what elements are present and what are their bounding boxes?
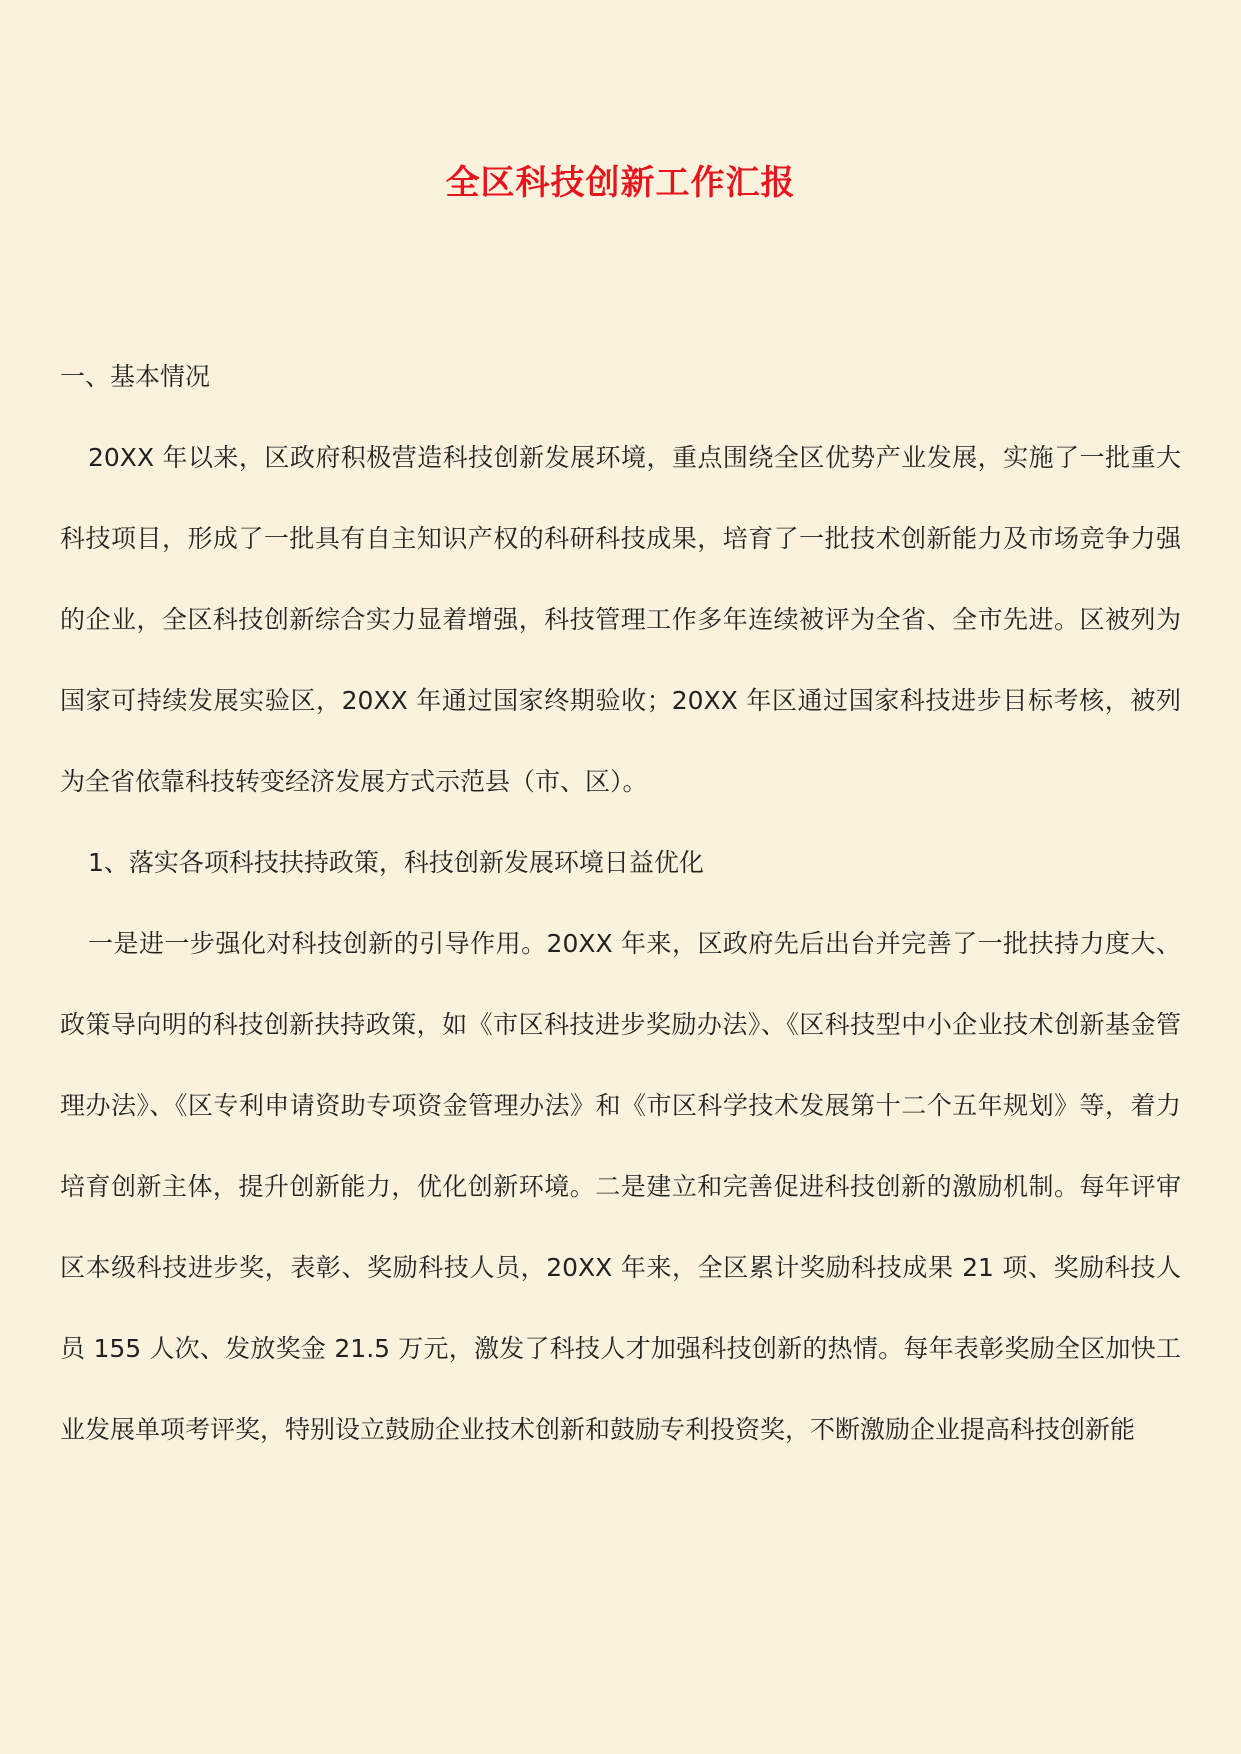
subheading: 1、落实各项科技扶持政策，科技创新发展环境日益优化 [88,848,704,877]
paragraph-policy: 一是进一步强化对科技创新的引导作用。20XX 年来，区政府先后出台并完善了一批扶持力度大、政策导向明的科技创新扶持政策，如《市区科技进步奖励办法》、《区科技型中小企业技术创新基金管理办法》、《区专利申请资助专项资金管理办法》和《市区科学技术发展第十二个五年规划》等，着力培育创新主体，提升创新能力，优化创新环境。二是建立和完善促进科技创新的激励机制。每年评审区本级科技进步奖，表彰、奖励科技人员，20XX 年来，全区累计奖励科技成果 21 项、奖励科技人员 155 人次、发放奖金 21.5 万元，激发了科技人才加强科技创新的热情。每年表彰奖励全区加快工业发展单项考评奖，特别设立鼓励企业技术创新和鼓励专利投资奖，不断激励企业提高科技创新能 [60,929,1181,1444]
document-body [60,336,1181,1470]
paragraph-intro: 20XX 年以来，区政府积极营造科技创新发展环境，重点围绕全区优势产业发展，实施了一批重大科技项目，形成了一批具有自主知识产权的科研科技成果，培育了一批技术创新能力及市场竞争力强的企业，全区科技创新综合实力显着增强，科技管理工作多年连续被评为全省、全市先进。区被列为国家可持续发展实验区，20XX 年通过国家终期验收；20XX 年区通过国家科技进步目标考核，被列为全省依靠科技转变经济发展方式示范县（市、区）。 [60,443,1181,796]
section-heading: 一、基本情况 [60,362,211,391]
document-title: 全区科技创新工作汇报 [445,163,796,203]
